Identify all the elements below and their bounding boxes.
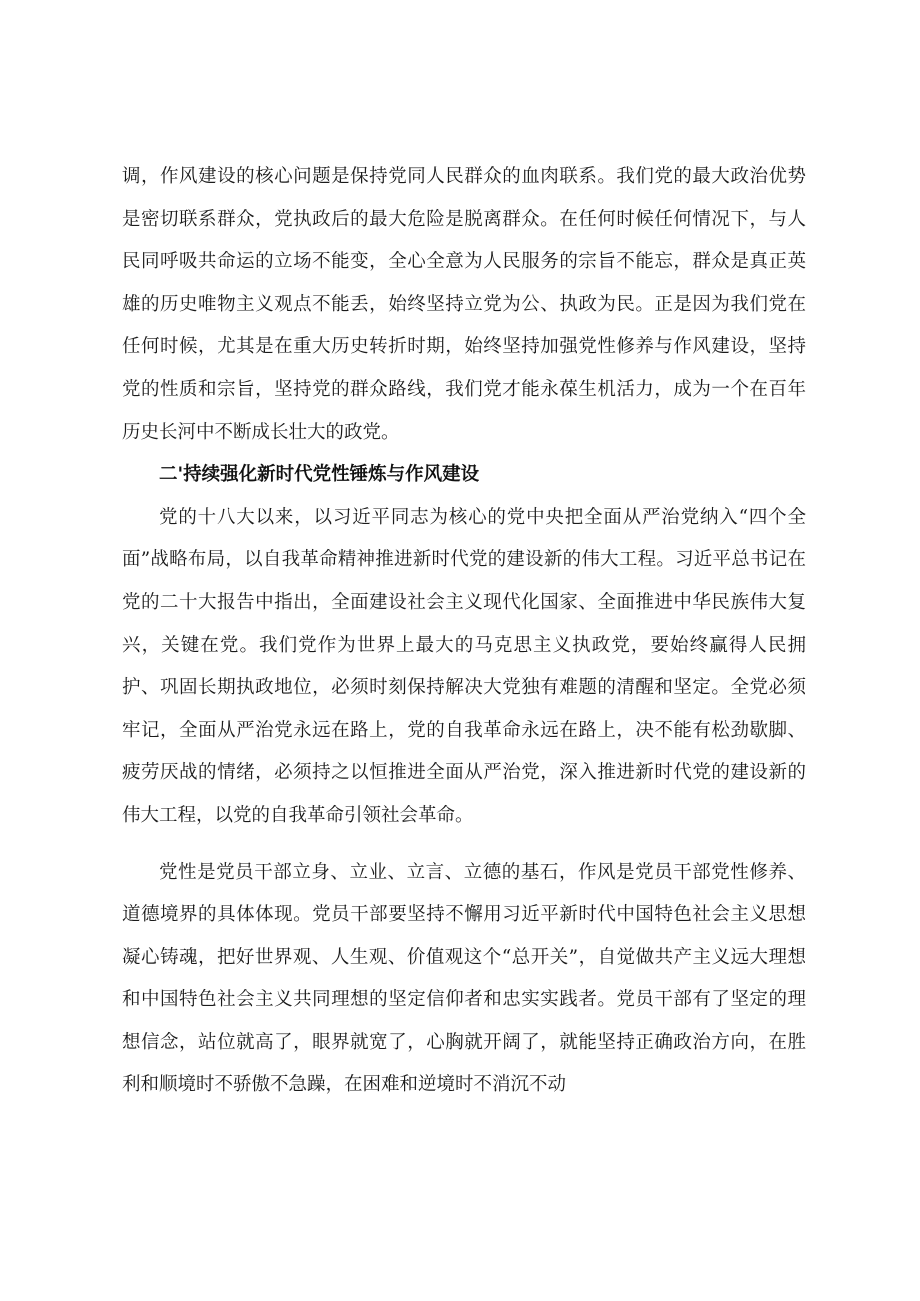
paragraph-gap xyxy=(122,838,806,852)
paragraph-2: 党的十八大以来，以习近平同志为核心的党中央把全面从严治党纳入“四个全面”战略布局，以自我革命精神推进新时代党的建设新的伟大工程。习近平总书记在党的二十大报告中指出，全面建设社会主义现代化国家、全面推进中华民族伟大复兴，关键在党。我们党作为世界上最大的马克思主义执政党，要始终赢得人民拥护、巩固长期执政地位，必须时刻保持解决大党独有难题的清醒和坚定。全党必须牢记，全面从严治党永远在路上，党的自我革命永远在路上，决不能有松劲歇脚、疲劳厌战的情绪，必须持之以恒推进全面从严治党，深入推进新时代党的建设新的伟大工程，以党的自我革命引领社会革命。 xyxy=(122,506,806,826)
section-heading: 二'持续强化新时代党性锤炼与作风建设 xyxy=(159,464,480,486)
paragraph-3: 党性是党员干部立身、立业、立言、立德的基石，作风是党员干部党性修养、道德境界的具体体现。党员干部要坚持不懈用习近平新时代中国特色社会主义思想凝心铸魂，把好世界观、人生观、价值观这个“总开关”，自觉做共产主义远大理想和中国特色社会主义共同理想的坚定信仰者和忠实实践者。党员干部有了坚定的理想信念，站位就高了，眼界就宽了，心胸就开阔了，就能坚持正确政治方向，在胜利和顺境时不骄傲不急躁，在困难和逆境时不消沉不动 xyxy=(122,861,806,1096)
paragraph-1: 调，作风建设的核心问题是保持党同人民群众的血肉联系。我们党的最大政治优势是密切联系群众，党执政后的最大危险是脱离群众。在任何时候任何情况下，与人民同呼吸共命运的立场不能变，全心全意为人民服务的宗旨不能忘，群众是真正英雄的历史唯物主义观点不能丢，始终坚持立党为公、执政为民。正是因为我们党在任何时候，尤其是在重大历史转折时期，始终坚持加强党性修养与作风建设，坚持党的性质和宗旨，坚持党的群众路线，我们党才能永葆生机活力，成为一个在百年历史长河中不断成长壮大的政党。 xyxy=(122,166,806,443)
document-body xyxy=(122,156,806,1107)
